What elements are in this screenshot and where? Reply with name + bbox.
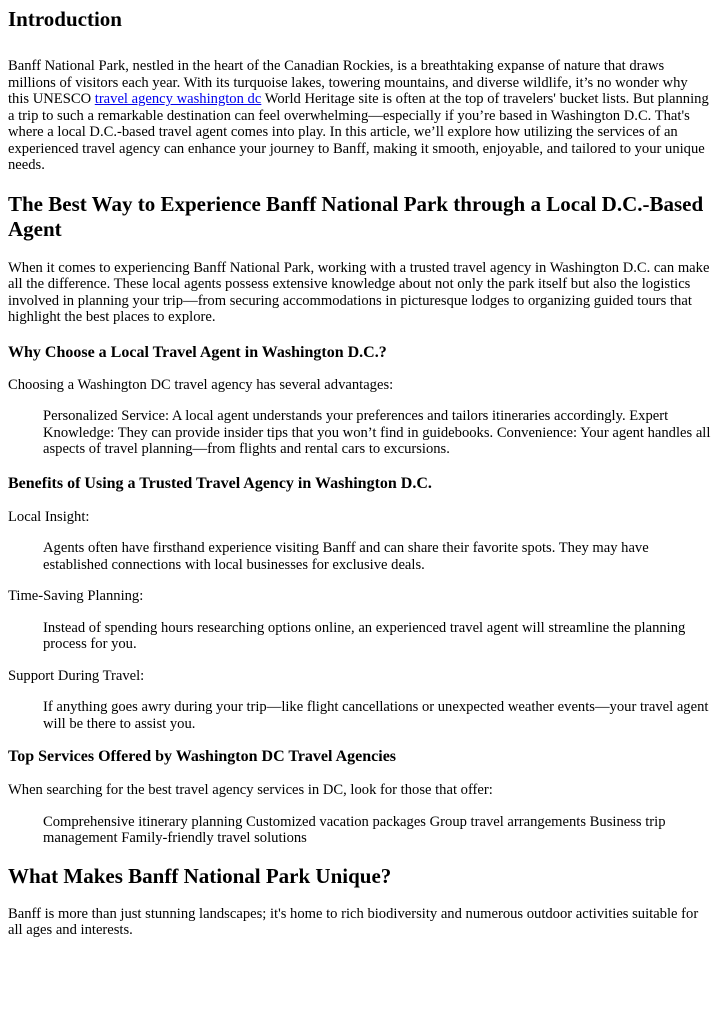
article — [0, 7, 720, 939]
unique-paragraph: Banff is more than just stunning landscapes; it's home to rich biodiversity and numerous outdoor activities suitable for all ages and interests. — [8, 905, 699, 938]
benefits-heading: Benefits of Using a Trusted Travel Agency in Washington D.C. — [8, 474, 432, 492]
why-choose-quote: Personalized Service: A local agent understands your preferences and tailors itineraries accordingly. Expert Knowledge: They can provide insider tips that you won’t find in guidebooks. Convenience: Your agent handles all aspects of travel planning—from flights and rental cars to excursions. — [43, 408, 711, 457]
best-way-paragraph: When it comes to experiencing Banff National Park, working with a trusted travel agency in Washington D.C. can make all the difference. These local agents possess extensive knowledge about not only the park itself but also the logistics involved in planning your trip—from securing accommodations in picturesque lodges to organizing guided tours that highlight the best places to explore. — [8, 259, 710, 325]
benefit-term: Local Insight: — [8, 508, 90, 525]
intro-paragraph — [8, 58, 712, 174]
benefit-detail: Agents often have firsthand experience visiting Banff and can share their favorite spots. They may have established connections with local businesses for exclusive deals. — [43, 540, 649, 573]
top-services-intro: When searching for the best travel agency services in DC, look for those that offer: — [8, 782, 493, 798]
top-services-quote: Comprehensive itinerary planning Customized vacation packages Group travel arrangements Business trip management Family-friendly travel solutions — [43, 813, 666, 846]
benefit-detail: Instead of spending hours researching options online, an experienced travel agent will streamline the planning process for you. — [43, 619, 686, 652]
top-services-heading: Top Services Offered by Washington DC Travel Agencies — [8, 748, 397, 765]
benefit-detail: If anything goes awry during your trip—like flight cancellations or unexpected weather events—your travel agent will be there to assist you. — [43, 699, 709, 732]
benefit-term: Support During Travel: — [8, 667, 145, 684]
why-choose-intro: Choosing a Washington DC travel agency has several advantages: — [8, 376, 394, 393]
best-way-heading: The Best Way to Experience Banff National Park through a Local D.C.-Based Agent — [8, 191, 704, 241]
benefit-term: Time-Saving Planning: — [8, 588, 144, 604]
intro-text-after-link: World Heritage site is often at the top of travelers' bucket lists. But planning a trip to such a remarkable destination can feel overwhelming—especially if you’re based in Washington D.C. That's where a local D.C.-based travel agent comes into play. In this article, we’ll explore how utilizing the services of an experienced travel agency can enhance your journey to Banff, making it smooth, enjoyable, and tailored to your unique needs. — [8, 91, 709, 173]
unique-heading: What Makes Banff National Park Unique? — [8, 863, 392, 888]
why-choose-heading: Why Choose a Local Travel Agent in Washington D.C.? — [8, 343, 387, 361]
travel-agency-link[interactable]: travel agency washington dc — [94, 91, 262, 107]
introduction-heading: Introduction — [8, 7, 122, 31]
intro-text-before-link: Banff National Park, nestled in the heart of the Canadian Rockies, is a breathtaking expanse of nature that draws millions of visitors each year. With its turquoise lakes, towering mountains, and diverse wildlife, it’s no wonder why this UNESCO — [8, 58, 688, 107]
